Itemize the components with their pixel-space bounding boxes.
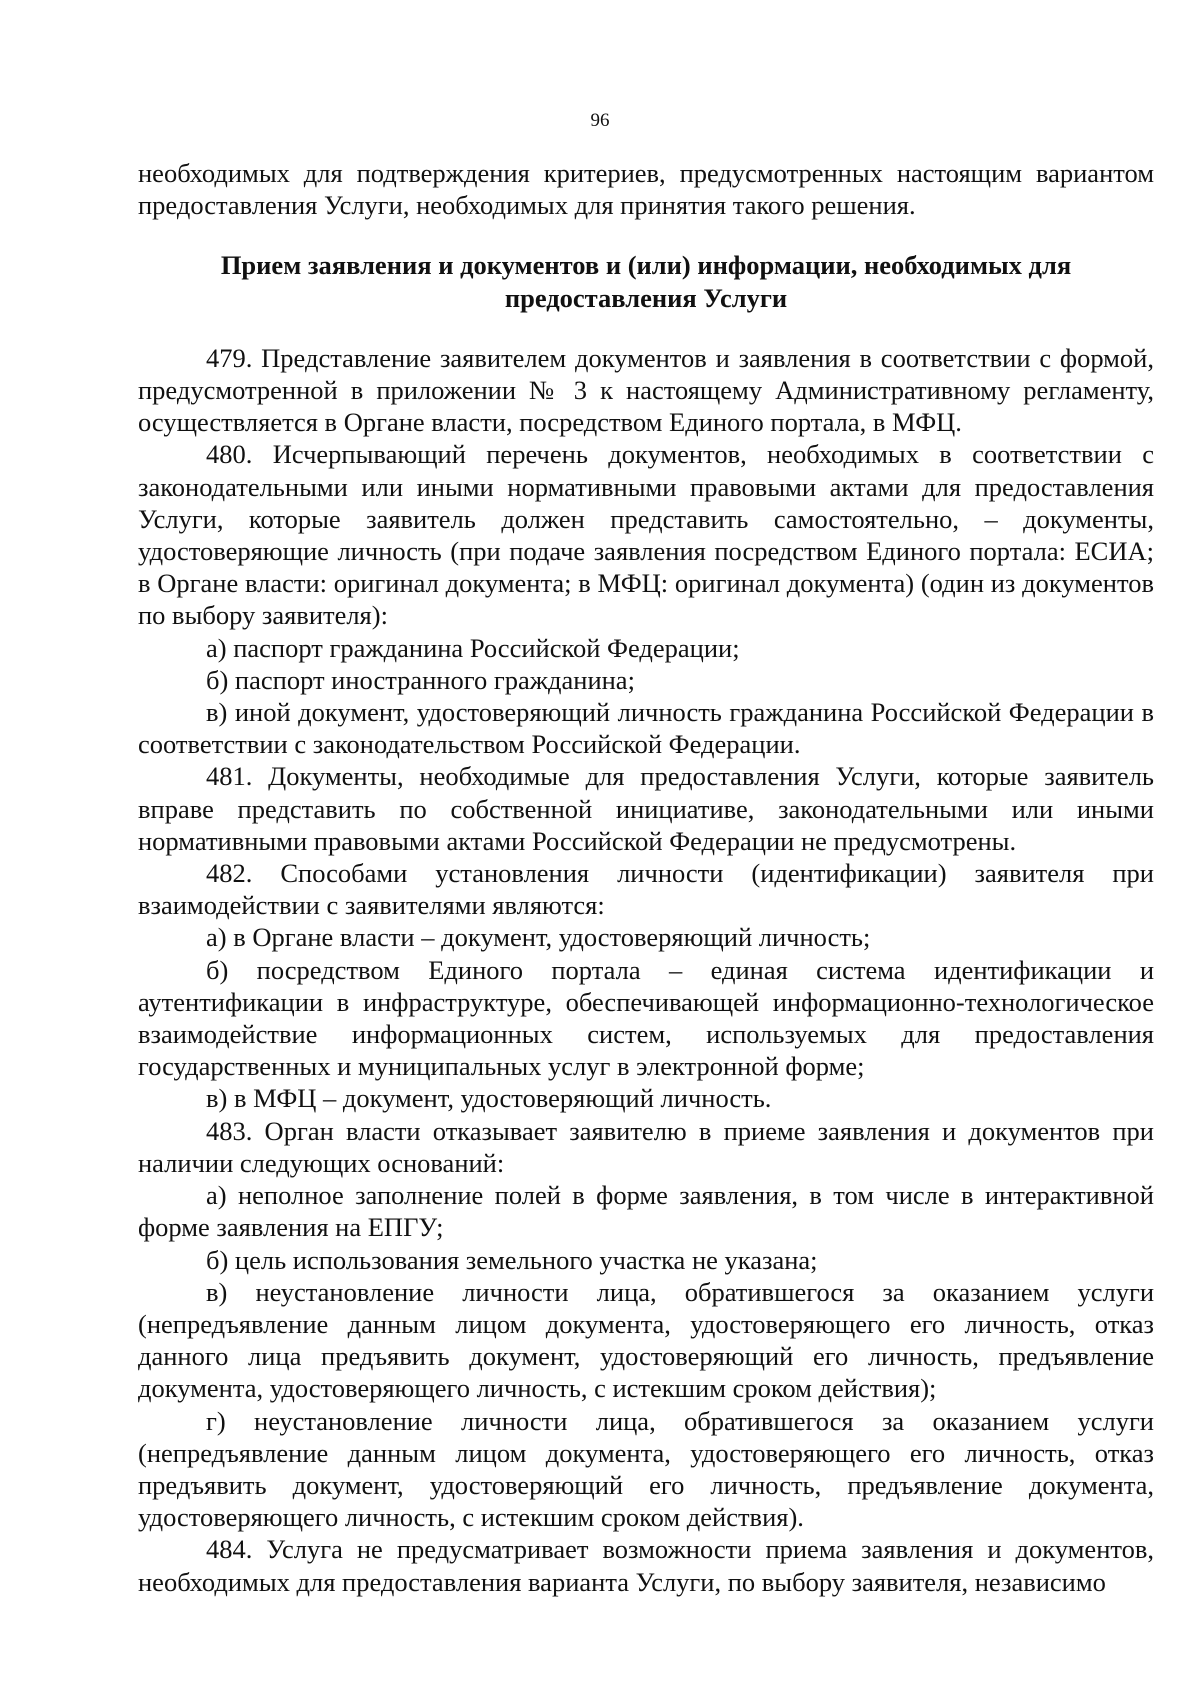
paragraph-480: 480. Исчерпывающий перечень документов, необходимых в соответствии с законодательными или иными нормативными правовыми актами для предоставления Услуги, которые заявитель должен представить самостоятельно, – документы, удостоверяющие личность (при подаче заявления посредством Единого портала: ЕСИА; в Органе власти: оригинал документа; в МФЦ: оригинал документа) (один из документов по выбору заявителя): <box>138 439 1154 631</box>
list-item-482-v: в) в МФЦ – документ, удостоверяющий личность. <box>206 1083 772 1114</box>
list-item-483-g: г) неустановление личности лица, обратившегося за оказанием услуги (непредъявление данным лицом документа, удостоверяющего его личность, отказ предъявить документ, удостоверяющий его личность, предъявление документа, удостоверяющего личность, с истекшим сроком действия). <box>138 1405 1154 1533</box>
list-item-480-v: в) иной документ, удостоверяющий личность гражданина Российской Федерации в соответствии с законодательством Российской Федерации. <box>138 697 1154 760</box>
paragraph-479: 479. Представление заявителем документов и заявления в соответствии с формой, предусмотренной в приложении № 3 к настоящему Административному регламенту, осуществляется в Органе власти, посредством Единого портала, в МФЦ. <box>138 342 1154 438</box>
page-content <box>138 157 1154 1598</box>
paragraph-482: 482. Способами установления личности (идентификации) заявителя при взаимодействии с заявителями являются: <box>138 858 1154 921</box>
section-heading: Прием заявления и документов и (или) информации, необходимых для предоставления Услуги <box>220 250 1072 313</box>
paragraph-484: 484. Услуга не предусматривает возможности приема заявления и документов, необходимых для предоставления варианта Услуги, по выбору заявителя, независимо <box>138 1534 1154 1597</box>
list-item-480-b: б) паспорт иностранного гражданина; <box>206 664 635 695</box>
paragraph-481: 481. Документы, необходимые для предоставления Услуги, которые заявитель вправе представить по собственной инициативе, законодательными или иными нормативными правовыми актами Российской Федерации не предусмотрены. <box>138 761 1154 856</box>
list-item-482-b: б) посредством Единого портала – единая система идентификации и аутентификации в инфраструктуре, обеспечивающей информационно-технологическое взаимодействие информационных систем, используемых для предоставления государственных и муниципальных услуг в электронной форме; <box>138 954 1154 1082</box>
paragraph-483: 483. Орган власти отказывает заявителю в приеме заявления и документов при наличии следующих оснований: <box>138 1115 1154 1178</box>
list-item-480-a: а) паспорт гражданина Российской Федерации; <box>206 632 740 663</box>
list-item-483-a: а) неполное заполнение полей в форме заявления, в том числе в интерактивной форме заявления на ЕПГУ; <box>138 1180 1154 1243</box>
page-number: 96 <box>590 110 610 131</box>
intro-paragraph: необходимых для подтверждения критериев, предусмотренных настоящим вариантом предоставления Услуги, необходимых для принятия такого решения. <box>138 158 1154 221</box>
list-item-482-a: а) в Органе власти – документ, удостоверяющий личность; <box>206 922 871 953</box>
list-item-483-v: в) неустановление личности лица, обратившегося за оказанием услуги (непредъявление данным лицом документа, удостоверяющего его личность, отказ данного лица предъявить документ, удостоверяющий его личность, предъявление документа, удостоверяющего личность, с истекшим сроком действия); <box>138 1276 1154 1404</box>
list-item-483-b: б) цель использования земельного участка не указана; <box>206 1244 818 1275</box>
